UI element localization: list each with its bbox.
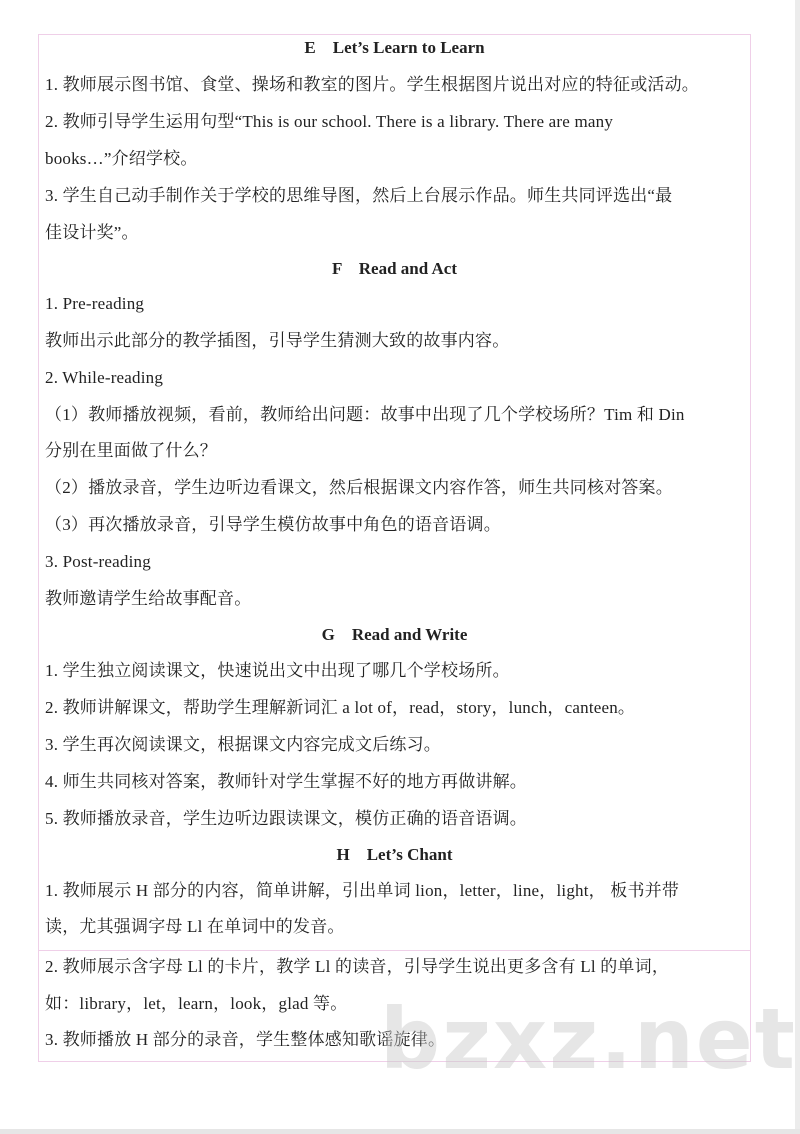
table-cell-main	[39, 35, 750, 951]
page-edge-right	[795, 0, 800, 1134]
lesson-plan-table	[38, 34, 751, 1062]
section-f-line-3: 2. While-reading	[45, 368, 164, 387]
section-g-line-1: 1. 学生独立阅读课文，快速说出文中出现了哪几个学校场所。	[45, 661, 510, 680]
section-g-line-2: 2. 教师讲解课文，帮助学生理解新词汇 a lot of，read，story，lunch，canteen。	[45, 698, 636, 717]
watermark-text: bzxz.net	[380, 990, 797, 1088]
page-edge-bottom	[0, 1129, 800, 1134]
continuation-line-1: 2. 教师展示含字母 Ll 的卡片，教学 Ll 的读音，引导学生说出更多含有 Ll 的单词，	[45, 957, 670, 976]
section-heading-h: H Let’s Chant	[336, 845, 453, 864]
section-f-line-7: （3）再次播放录音，引导学生模仿故事中角色的语音语调。	[45, 515, 501, 534]
continuation-line-3: 3. 教师播放 H 部分的录音，学生整体感知歌谣旋律。	[45, 1030, 446, 1049]
section-f-line-6: （2）播放录音，学生边听边看课文，然后根据课文内容作答，师生共同核对答案。	[45, 478, 673, 497]
section-g-line-5: 5. 教师播放录音，学生边听边跟读课文，模仿正确的语音语调。	[45, 809, 527, 828]
section-f-line-2: 教师出示此部分的教学插图，引导学生猜测大致的故事内容。	[45, 331, 510, 350]
section-e-line-4: 3. 学生自己动手制作关于学校的思维导图，然后上台展示作品。师生共同评选出“最	[45, 186, 673, 205]
section-e-line-2: 2. 教师引导学生运用句型“This is our school. There is a library. There are many	[45, 112, 614, 131]
section-g-line-3: 3. 学生再次阅读课文，根据课文内容完成文后练习。	[45, 735, 441, 754]
section-f-line-8: 3. Post-reading	[45, 552, 151, 571]
section-h-line-2: 读，尤其强调字母 Ll 在单词中的发音。	[45, 917, 345, 936]
section-heading-e: E Let’s Learn to Learn	[304, 38, 485, 57]
section-h-line-1: 1. 教师展示 H 部分的内容，简单讲解，引出单词 lion，letter，line，light， 板书并带	[45, 881, 680, 900]
section-heading-f: F Read and Act	[332, 259, 457, 278]
section-f-line-1: 1. Pre-reading	[45, 294, 145, 313]
section-f-line-9: 教师邀请学生给故事配音。	[45, 589, 252, 608]
section-e-line-5: 佳设计奖”。	[45, 223, 139, 242]
section-f-line-4: （1）教师播放视频，看前，教师给出问题：故事中出现了几个学校场所？Tim 和 Din	[45, 405, 685, 424]
section-f-line-5: 分别在里面做了什么？	[45, 441, 217, 460]
section-heading-g: G Read and Write	[321, 625, 468, 644]
continuation-line-2: 如：library，let，learn，look，glad 等。	[45, 994, 348, 1013]
section-e-line-3: books…”介绍学校。	[45, 149, 198, 168]
table-cell-continuation	[39, 951, 750, 1062]
section-e-line-1: 1. 教师展示图书馆、食堂、操场和教室的图片。学生根据图片说出对应的特征或活动。	[45, 75, 699, 94]
section-g-line-4: 4. 师生共同核对答案，教师针对学生掌握不好的地方再做讲解。	[45, 772, 527, 791]
